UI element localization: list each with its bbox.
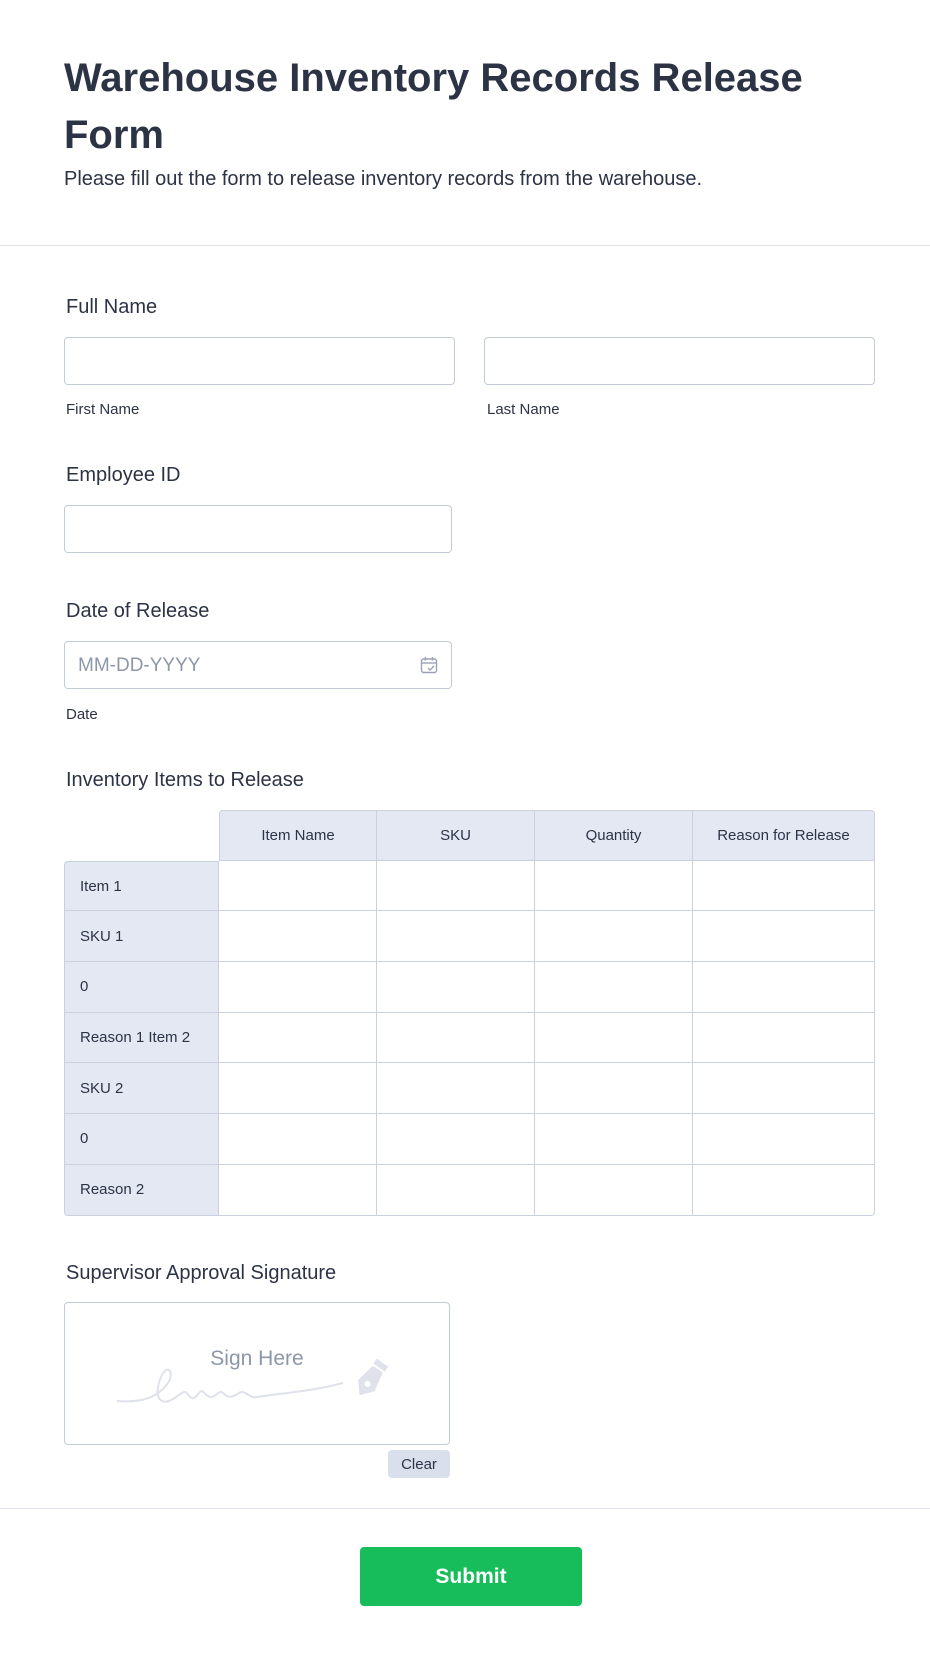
matrix-cell[interactable]: [693, 962, 875, 1013]
matrix-cell[interactable]: [219, 1165, 377, 1216]
matrix-cell[interactable]: [535, 1165, 693, 1216]
matrix-cell[interactable]: [377, 911, 535, 962]
matrix-cell[interactable]: [219, 1013, 377, 1064]
date-input[interactable]: [64, 641, 452, 689]
matrix-row: [64, 1013, 875, 1064]
matrix-cell[interactable]: [693, 911, 875, 962]
row-label: 0: [64, 962, 219, 1013]
matrix-row: [64, 1165, 875, 1216]
signature-scribble-icon: [113, 1353, 413, 1413]
matrix-cell[interactable]: [219, 861, 377, 912]
matrix-cell[interactable]: [535, 1013, 693, 1064]
page-title: Warehouse Inventory Records Release Form: [64, 56, 803, 157]
matrix-cell[interactable]: [693, 1063, 875, 1114]
pen-nib-icon: [351, 1357, 390, 1401]
matrix-cell[interactable]: [219, 962, 377, 1013]
sign-here-placeholder: Sign Here: [210, 1347, 304, 1370]
matrix-cell[interactable]: [219, 1063, 377, 1114]
matrix-cell[interactable]: [377, 1013, 535, 1064]
matrix-cell[interactable]: [219, 911, 377, 962]
employee-id-input[interactable]: [64, 505, 452, 553]
matrix-cell[interactable]: [377, 861, 535, 912]
last-name-input[interactable]: [484, 337, 875, 385]
first-name-input[interactable]: [64, 337, 455, 385]
matrix-cell[interactable]: [219, 1114, 377, 1165]
full-name-label: Full Name: [66, 296, 158, 318]
row-label: 0: [64, 1114, 219, 1165]
row-label: SKU 1: [64, 911, 219, 962]
inventory-label: Inventory Items to Release: [66, 769, 304, 791]
row-label: SKU 2: [64, 1063, 219, 1114]
column-header: Quantity: [535, 810, 693, 861]
matrix-cell[interactable]: [377, 962, 535, 1013]
row-label: Reason 1 Item 2: [64, 1013, 219, 1064]
form-header: [0, 0, 930, 246]
last-name-sublabel: Last Name: [487, 401, 560, 418]
employee-id-label: Employee ID: [66, 464, 181, 486]
matrix-cell[interactable]: [377, 1114, 535, 1165]
clear-signature-button[interactable]: Clear: [388, 1450, 450, 1478]
date-placeholder: MM-DD-YYYY: [78, 655, 201, 676]
calendar-icon[interactable]: [420, 656, 438, 674]
footer-divider: [0, 1508, 930, 1509]
matrix-cell[interactable]: [693, 1114, 875, 1165]
row-label: Reason 2: [64, 1165, 219, 1216]
column-header: Reason for Release: [693, 810, 875, 861]
column-header: SKU: [377, 810, 535, 861]
matrix-cell[interactable]: [693, 1013, 875, 1064]
matrix-cell[interactable]: [535, 1114, 693, 1165]
matrix-row: [64, 1063, 875, 1114]
date-sublabel: Date: [66, 706, 98, 723]
inventory-matrix: [64, 810, 875, 1216]
signature-pad[interactable]: [64, 1302, 450, 1445]
matrix-row: [64, 911, 875, 962]
matrix-cell[interactable]: [535, 911, 693, 962]
submit-button[interactable]: Submit: [360, 1547, 582, 1606]
row-label: Item 1: [64, 861, 219, 912]
matrix-row: [64, 861, 875, 912]
date-of-release-label: Date of Release: [66, 600, 210, 622]
matrix-cell[interactable]: [377, 1063, 535, 1114]
matrix-cell[interactable]: [693, 1165, 875, 1216]
signature-label: Supervisor Approval Signature: [66, 1262, 337, 1284]
matrix-corner: [64, 810, 219, 861]
matrix-row: [64, 962, 875, 1013]
first-name-sublabel: First Name: [66, 401, 140, 418]
matrix-cell[interactable]: [535, 861, 693, 912]
matrix-cell[interactable]: [535, 1063, 693, 1114]
matrix-cell[interactable]: [693, 861, 875, 912]
matrix-row: [64, 1114, 875, 1165]
column-header: Item Name: [219, 810, 377, 861]
matrix-cell[interactable]: [377, 1165, 535, 1216]
page-subtitle: Please fill out the form to release inventory records from the warehouse.: [64, 168, 703, 190]
matrix-cell[interactable]: [535, 962, 693, 1013]
